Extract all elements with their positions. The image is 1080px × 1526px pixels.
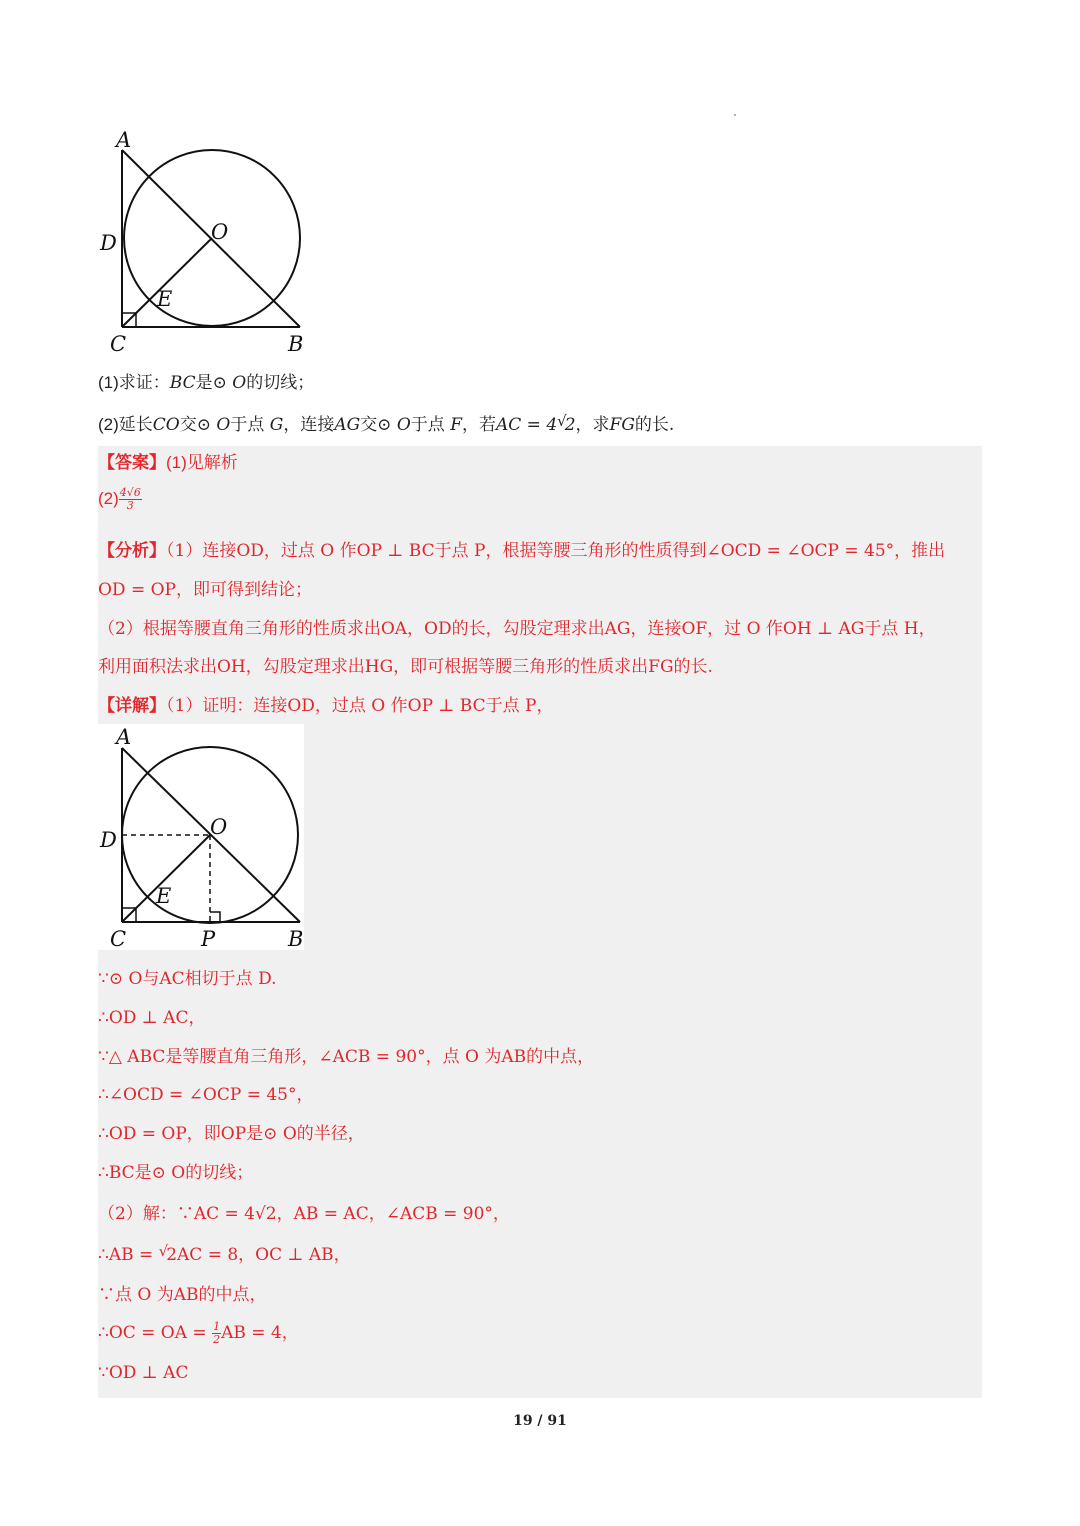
- analysis-line-3: （2）根据等腰直角三角形的性质求出OA，OD的长，勾股定理求出AG，连接OF，过 O 作OH ⊥ AG于点 H，: [98, 619, 936, 639]
- proof-step-3: ∵△ ABC是等腰直角三角形，∠ACB = 90°，点 O 为AB的中点，: [98, 1047, 595, 1067]
- label-e: E: [156, 884, 172, 908]
- proof-step-5: ∴OD = OP，即OP是⊙ O的半径，: [98, 1124, 365, 1144]
- answer-fraction: $\frac{4√6}{3}$: [119, 486, 141, 512]
- label-d: D: [100, 828, 117, 852]
- geometry-figure-2: [98, 724, 304, 950]
- analysis-line-4: 利用面积法求出OH，勾股定理求出HG，即可根据等腰三角形的性质求出FG的长.: [98, 657, 713, 677]
- label-p: P: [201, 927, 216, 950]
- analysis-line-2: OD = OP，即可得到结论；: [98, 580, 312, 600]
- detail-line-1: 【详解】（1）证明：连接OD，过点 O 作OP ⊥ BC于点 P，: [98, 696, 554, 716]
- label-c: C: [110, 927, 127, 950]
- label-d: D: [100, 231, 117, 255]
- proof-step-9: ∵点 O 为AB的中点，: [98, 1285, 267, 1305]
- label-o: O: [211, 220, 229, 244]
- proof-step-1: ∵⊙ O与AC相切于点 D.: [98, 969, 277, 989]
- label-b: B: [288, 332, 304, 356]
- stray-dot: [734, 114, 736, 116]
- proof-step-6: ∴BC是⊙ O的切线；: [98, 1163, 254, 1183]
- question-2: (2)延长CO交⊙ O于点 G，连接AG交⊙ O于点 F，若AC = 4√2，求FG的长.: [98, 412, 675, 435]
- answer-line: 【答案】(1)见解析: [98, 453, 238, 473]
- analysis-line-1: 【分析】（1）连接OD，过点 O 作OP ⊥ BC于点 P，根据等腰三角形的性质得到∠OCD = ∠OCP = 45°，推出: [98, 541, 946, 561]
- label-e: E: [157, 287, 173, 311]
- geometry-figure-1: [96, 126, 316, 356]
- proof-step-7: （2）解：∵AC = 4√2，AB = AC，∠ACB = 90°，: [98, 1204, 510, 1224]
- proof-step-10: ∴OC = OA = $\frac{1}{2}$ AB = 4，: [98, 1320, 299, 1346]
- proof-step-2: ∴OD ⊥ AC，: [98, 1008, 206, 1028]
- page-number: 19 / 91: [513, 1413, 567, 1429]
- label-a: A: [116, 725, 132, 749]
- proof-step-4: ∴∠OCD = ∠OCP = 45°，: [98, 1085, 314, 1105]
- label-c: C: [110, 332, 127, 356]
- label-a: A: [116, 128, 132, 152]
- proof-step-11: ∵OD ⊥ AC: [98, 1363, 189, 1383]
- label-b: B: [288, 927, 304, 950]
- label-o: O: [210, 815, 228, 839]
- answer-part2: (2) $\frac{4√6}{3}$: [98, 486, 141, 512]
- proof-step-8: ∴AB = √2AC = 8，OC ⊥ AB，: [98, 1242, 351, 1265]
- question-1: (1)求证：BC是⊙ O的切线；: [98, 373, 315, 393]
- fraction-one-half: $\frac{1}{2}$: [213, 1320, 221, 1346]
